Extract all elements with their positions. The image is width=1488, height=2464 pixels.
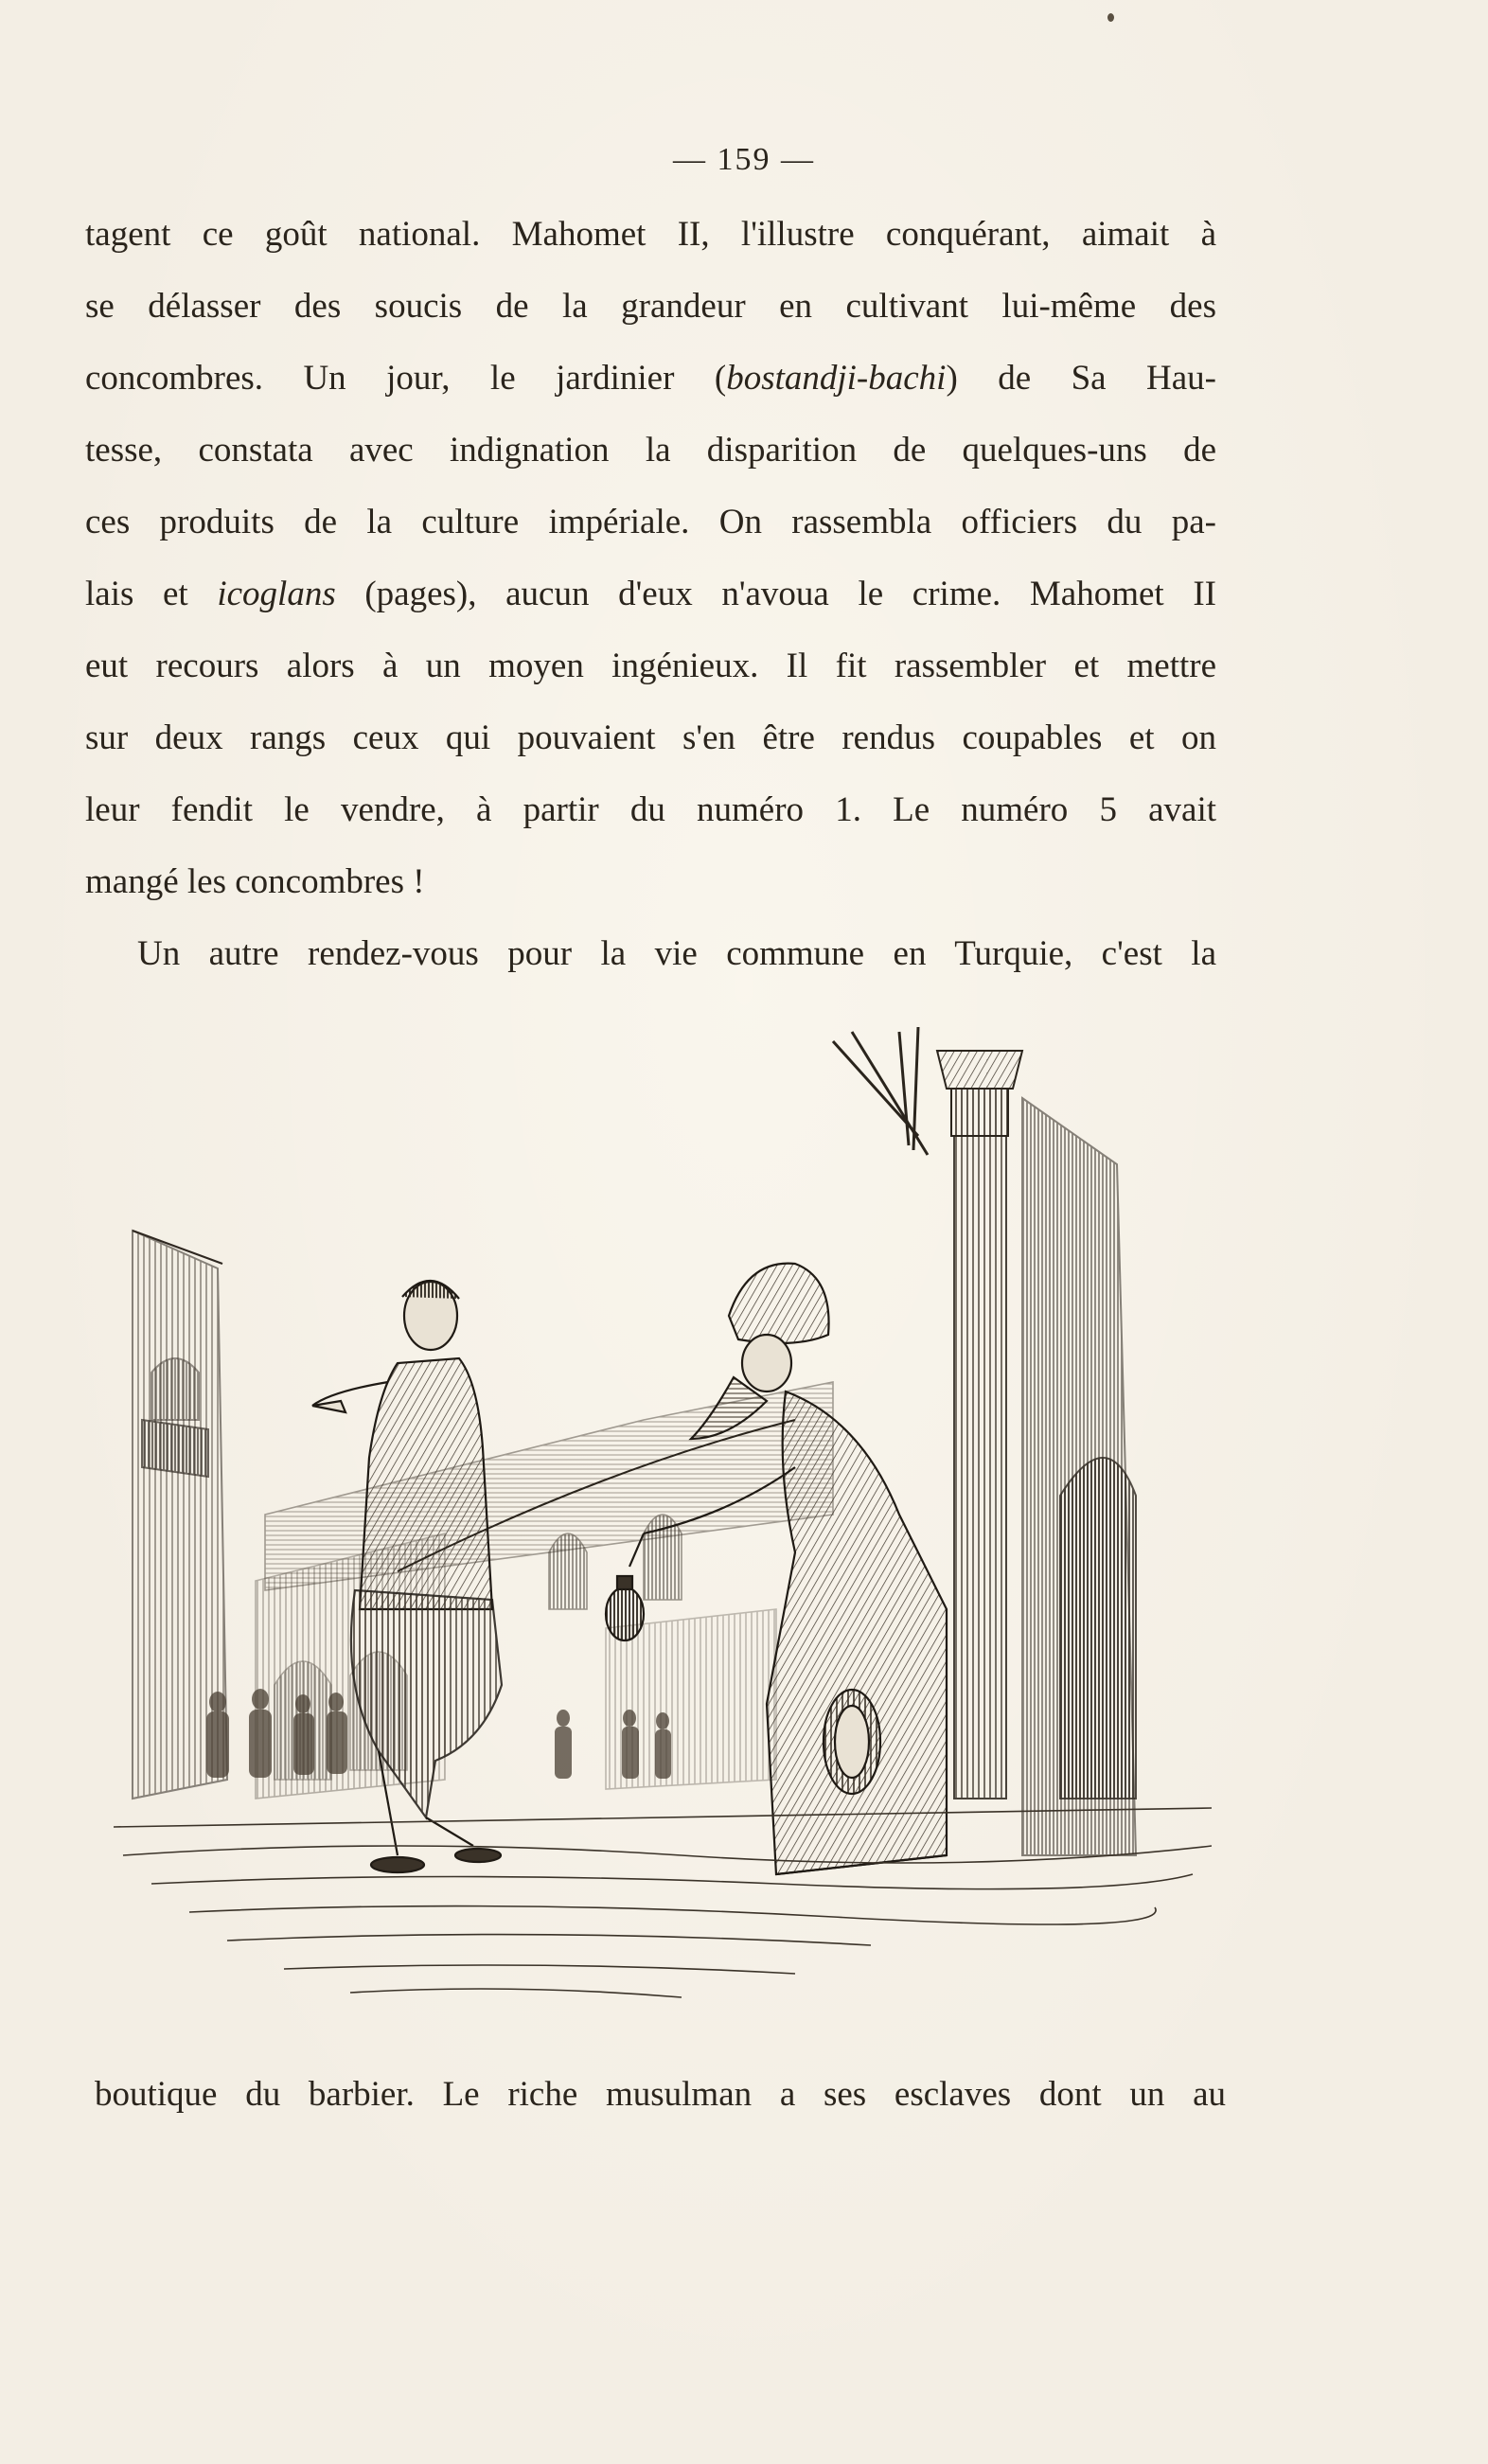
stone-column [937,1051,1136,1855]
body-text [85,199,1216,990]
italic-term: bostandji-bachi [726,359,947,398]
text-line: sur deux rangs ceux qui pouvaient s'en être rendus coupables et on [85,718,1216,757]
text-line: tagent ce goût national. Mahomet II, l'illustre conquérant, aimait à [85,215,1216,254]
page-bottom-text: boutique du barbier. Le riche musulman a ses esclaves dont un au [95,2075,1226,2114]
text-segment: (pages), aucun d'eux n'avoua le crime. Mahomet II [335,575,1216,613]
text-segment: ) de Sa Hau- [946,359,1216,398]
italic-term: icoglans [217,575,336,613]
pitcher-icon [606,1576,644,1640]
text-line: leur fendit le vendre, à partir du numéro 1. Le numéro 5 avait [85,790,1216,829]
awning-poles [833,1027,928,1155]
text-line [85,343,1216,415]
basin-icon [824,1690,880,1794]
text-line: se délasser des soucis de la grandeur en cultivant lui-même des [85,287,1216,326]
text-line [85,558,1216,630]
text-segment: concombres. Un jour, le jardinier ( [85,359,727,398]
text-line: eut recours alors à un moyen ingénieux. Il fit rassembler et mettre [85,647,1216,685]
text-line: ces produits de la culture impériale. On rassembla officiers du pa- [85,503,1216,541]
text-segment: lais et [85,575,218,613]
ink-speck [1107,13,1114,22]
text-line: Un autre rendez-vous pour la vie commune en Turquie, c'est la [137,934,1216,973]
engraving-illustration [114,1022,1212,2016]
text-line: mangé les concombres ! [85,862,425,901]
page-number: — 159 — [673,142,815,177]
text-line: tesse, constata avec indignation la disparition de quelques-uns de [85,431,1216,470]
